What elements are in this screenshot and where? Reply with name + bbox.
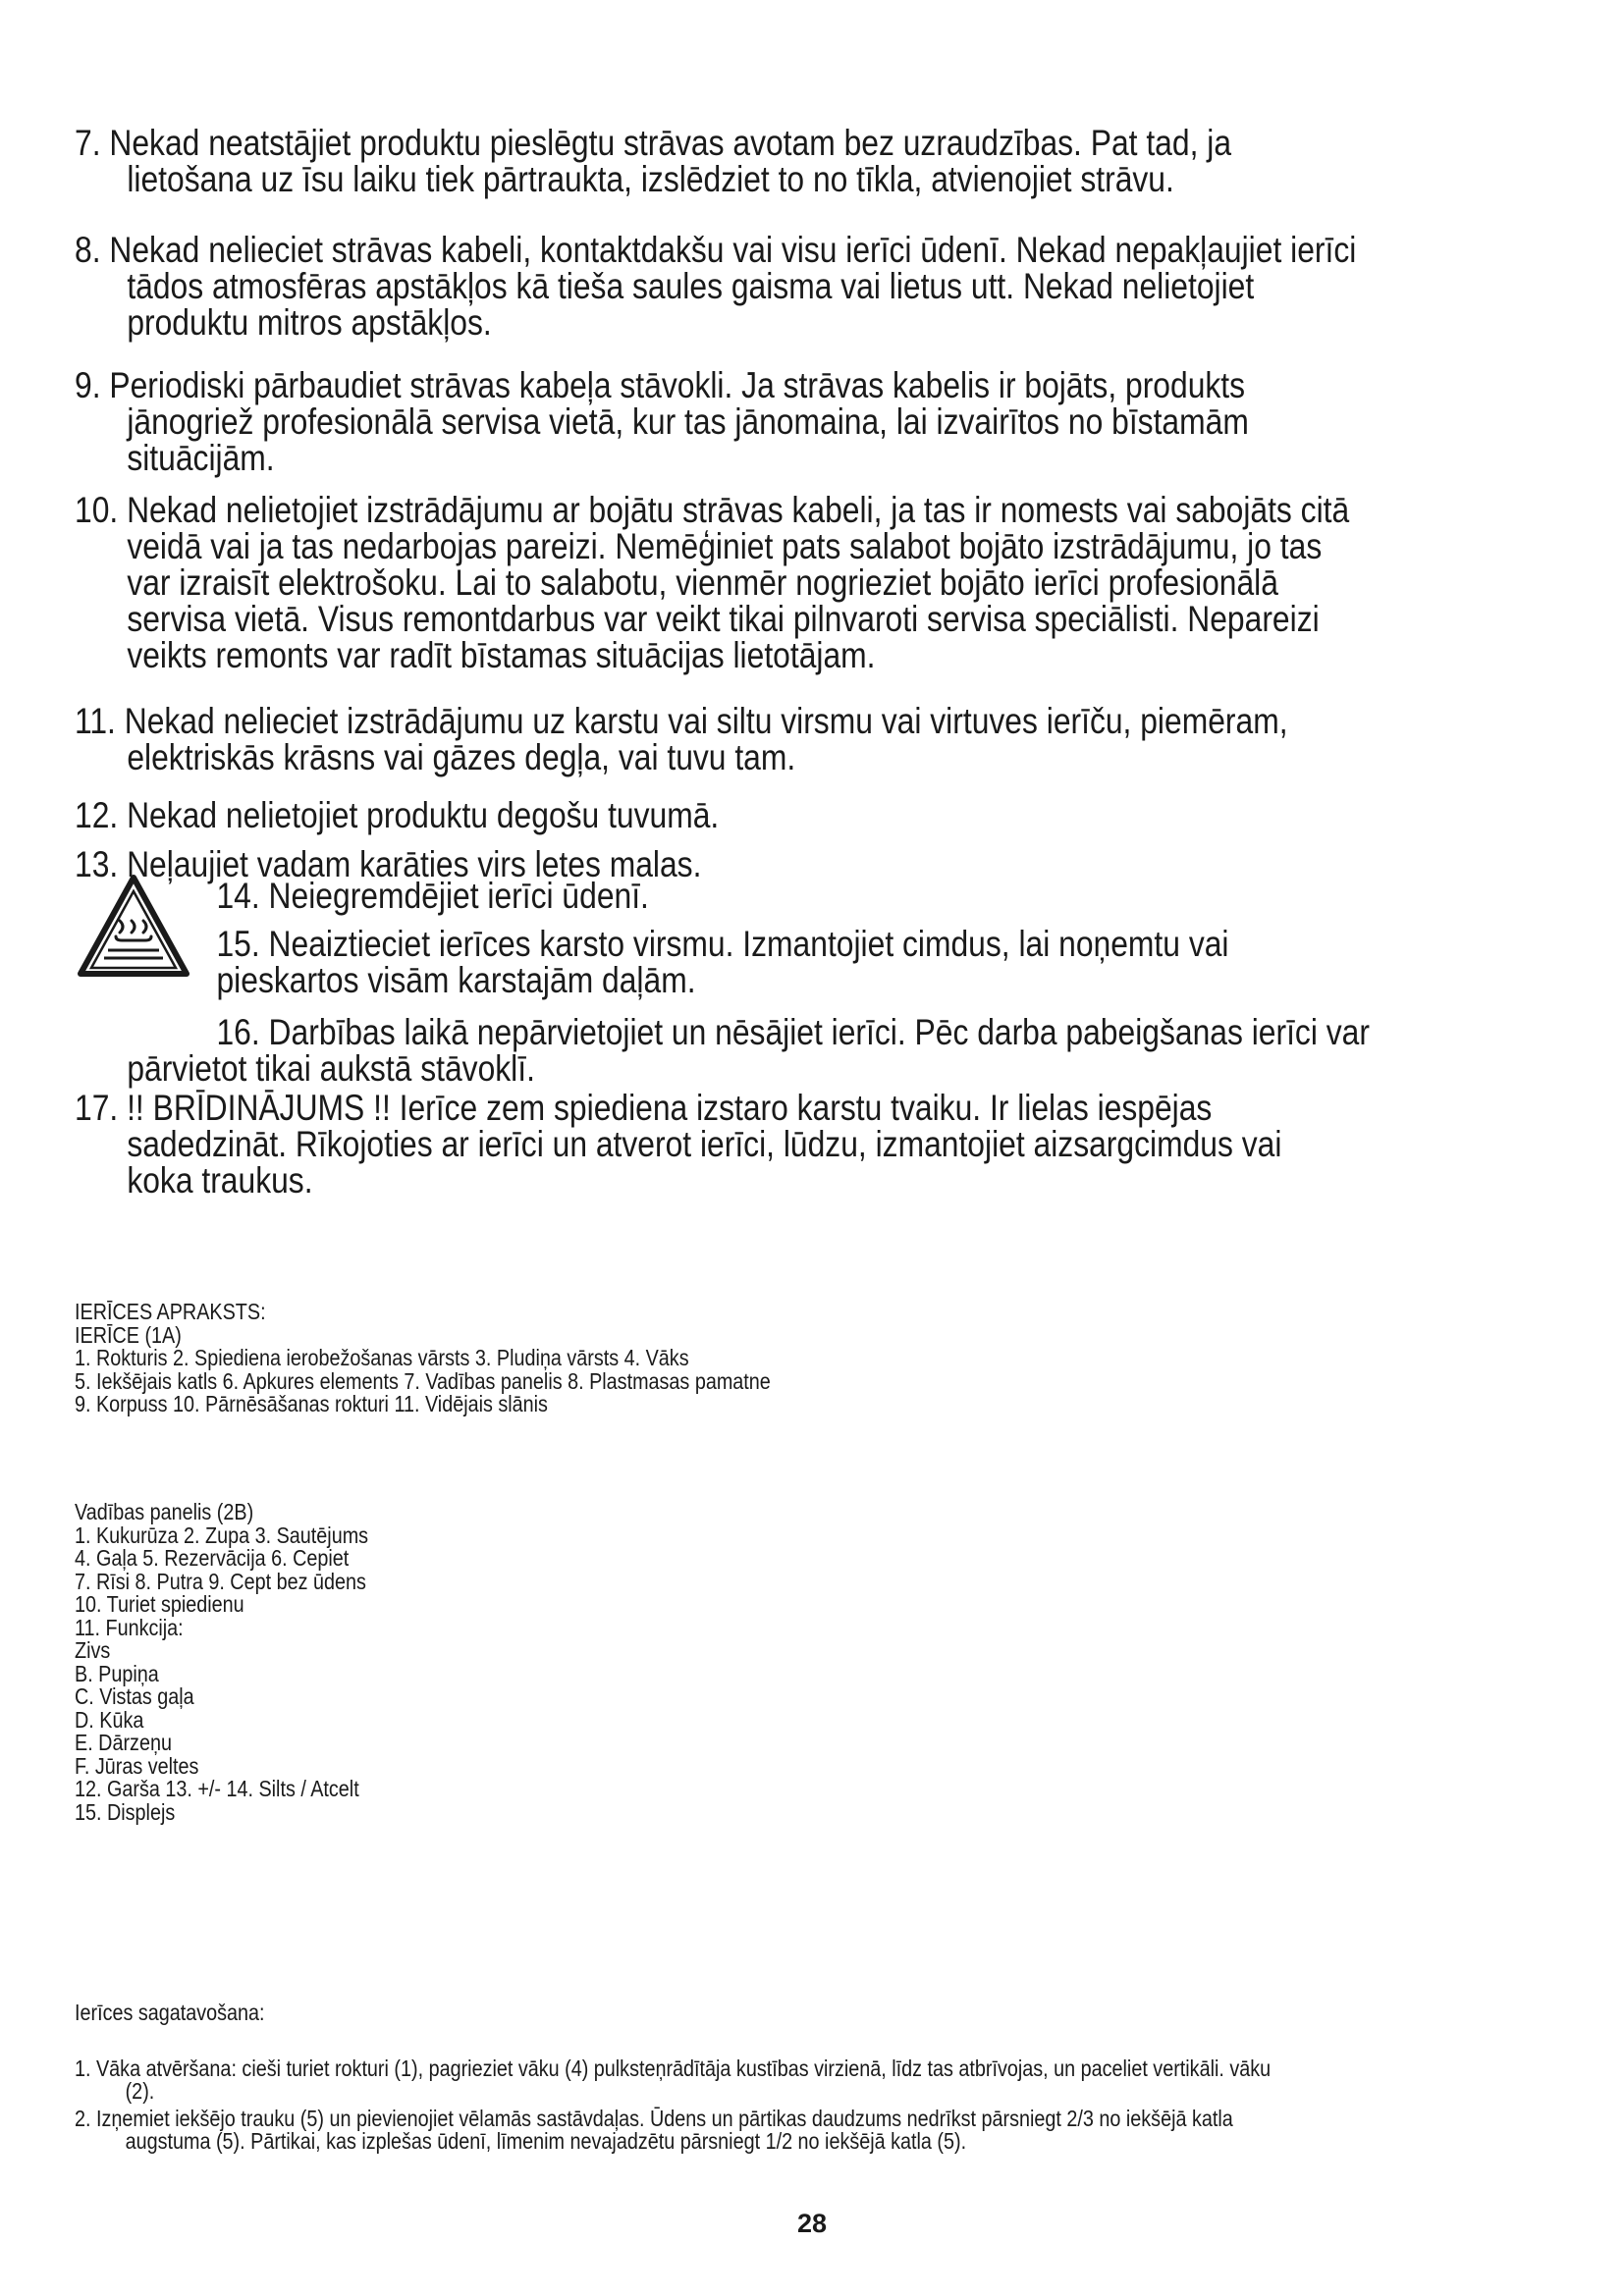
safety-item-12 [75,797,1358,846]
item-text: 10. Nekad nelietojiet izstrādājumu ar bojātu strāvas kabeli, ja tas ir nomests vai sabojāts citā [75,490,1350,530]
panel-line: B. Pupiņa [75,1660,159,1686]
item-text: pārvietot tikai aukstā stāvoklī. [127,1048,535,1089]
safety-item-17 [75,1090,1358,1199]
safety-item-16 [75,1012,1370,1089]
item-text: 12. Nekad nelietojiet produktu degošu tuvumā. [75,795,720,835]
page-number: 28 [796,2209,828,2238]
item-text: 17. !! BRĪDINĀJUMS !! Ierīce zem spiediena izstaro karstu tvaiku. Ir lielas iespējas [75,1088,1213,1128]
panel-line: 15. Displejs [75,1798,176,1825]
panel-line: 1. Kukurūza 2. Zupa 3. Sautējums [75,1522,369,1548]
item-text: lietošana uz īsu laiku tiek pārtraukta, izslēdziet to no tīkla, atvienojiet strāvu. [127,159,1174,199]
item-text: 7. Nekad neatstājiet produktu pieslēgtu strāvas avotam bez uzraudzības. Pat tad, ja [75,123,1232,163]
item-text: var izraisīt elektrošoku. Lai to salabotu, vienmēr nogrieziet bojāto ierīci profesionālā [127,562,1278,603]
item-text: jānogriež profesionālā servisa vietā, kur tas jānomaina, lai izvairītos no bīstamām [127,401,1249,442]
panel-line: 12. Garša 13. +/- 14. Silts / Atcelt [75,1776,359,1801]
prep-step-2: 2. Izņemiet iekšējo trauku (5) un pievienojiet vēlamās sastāvdaļas. Ūdens un pārtikas daudzums nedrīkst pārsniegt 2/3 no iekšējā katla [75,2105,1233,2131]
safety-item-15 [75,926,1358,1014]
item-text: veikts remonts var radīt bīstamas situācijas lietotājam. [127,635,876,675]
panel-line: 7. Rīsi 8. Putra 9. Cept bez ūdens [75,1568,366,1594]
parts-line: 9. Korpuss 10. Pārnēsāšanas rokturi 11. Vidējais slānis [75,1391,548,1416]
device-description [75,1301,1358,1416]
safety-item-8 [75,232,1358,367]
safety-item-10 [75,492,1358,703]
prep-step-2-cont: augstuma (5). Pārtikai, kas izplešas ūdenī, līmenim nevajadzētu pārsniegt 1/2 no iekšējā katla (5). [125,2128,967,2154]
item-text: servisa vietā. Visus remontdarbus var veikt tikai pilnvaroti servisa speciālisti. Nepareizi [127,599,1320,639]
item-text: 16. Darbības laikā nepārvietojiet un nēsājiet ierīci. Pēc darba pabeigšanas ierīci var [216,1012,1370,1052]
item-text: veidā vai ja tas nedarbojas pareizi. Nemēģiniet pats salabot bojāto izstrādājumu, jo tas [127,526,1323,566]
item-text: sadedzināt. Rīkojoties ar ierīci un atverot ierīci, lūdzu, izmantojiet aizsargcimdus vai [127,1124,1282,1164]
prep-step-1: 1. Vāka atvēršana: cieši turiet rokturi (1), pagrieziet vāku (4) pulksteņrādītāja kustības virzienā, līdz tas atbrīvojas, un paceliet vertikāli. vāku [75,2055,1272,2081]
item-text: koka traukus. [127,1160,313,1201]
section-heading: Ierīces sagatavošana: [75,2000,265,2025]
safety-item-7 [75,125,1358,232]
panel-line: D. Kūka [75,1706,144,1733]
parts-line: 5. Iekšējais katls 6. Apkures elements 7. Vadības panelis 8. Plastmasas pamatne [75,1367,771,1394]
safety-item-9 [75,367,1358,492]
item-text: elektriskās krāsns vai gāzes degļa, vai tuvu tam. [127,737,796,777]
item-text: 9. Periodiski pārbaudiet strāvas kabeļa stāvokli. Ja strāvas kabelis ir bojāts, produkts [75,365,1246,405]
item-text: tādos atmosfēras apstākļos kā tieša saules gaisma vai lietus utt. Nekad nelietojiet [127,266,1255,306]
preparation-section [75,2002,1358,2154]
item-text: 8. Nekad nelieciet strāvas kabeli, kontaktdakšu vai visu ierīci ūdenī. Nekad nepakļaujiet ierīci [75,230,1357,270]
item-text: situācijām. [127,438,275,478]
safety-list [75,125,1358,882]
parts-line: 1. Rokturis 2. Spiediena ierobežošanas vārsts 3. Pludiņa vārsts 4. Vāks [75,1345,689,1370]
section-heading: Vadības panelis (2B) [75,1499,254,1524]
panel-line: 11. Funkcija: [75,1614,184,1640]
prep-step-1-cont: (2). [125,2078,155,2104]
panel-line: C. Vistas gaļa [75,1683,194,1709]
panel-line: F. Jūras veltes [75,1752,199,1779]
control-panel-list [75,1501,1358,1824]
item-text: 13. Neļaujiet vadam karāties virs letes malas. [75,844,702,884]
section-subheading: IERĪCE (1A) [75,1321,182,1348]
safety-item-11 [75,703,1358,797]
item-text: pieskartos visām karstajām daļām. [216,960,696,1000]
panel-line: E. Dārzeņu [75,1730,172,1755]
safety-item-14 [75,878,1358,926]
item-text: 14. Neiegremdējiet ierīci ūdenī. [216,876,649,916]
item-text: 15. Neaiztieciet ierīces karsto virsmu. Izmantojiet cimdus, lai noņemtu vai [216,924,1229,964]
item-text: 11. Nekad nelieciet izstrādājumu uz karstu vai siltu virsmu vai virtuves ierīču, piemēram, [75,701,1288,741]
item-text: produktu mitros apstākļos. [127,302,492,343]
panel-line: 10. Turiet spiedienu [75,1591,244,1617]
hot-items [75,876,1370,1089]
panel-line: Zivs [75,1637,111,1663]
panel-line: 4. Gaļa 5. Rezervācija 6. Cepiet [75,1545,350,1571]
section-heading: IERĪCES APRAKSTS: [75,1299,266,1324]
